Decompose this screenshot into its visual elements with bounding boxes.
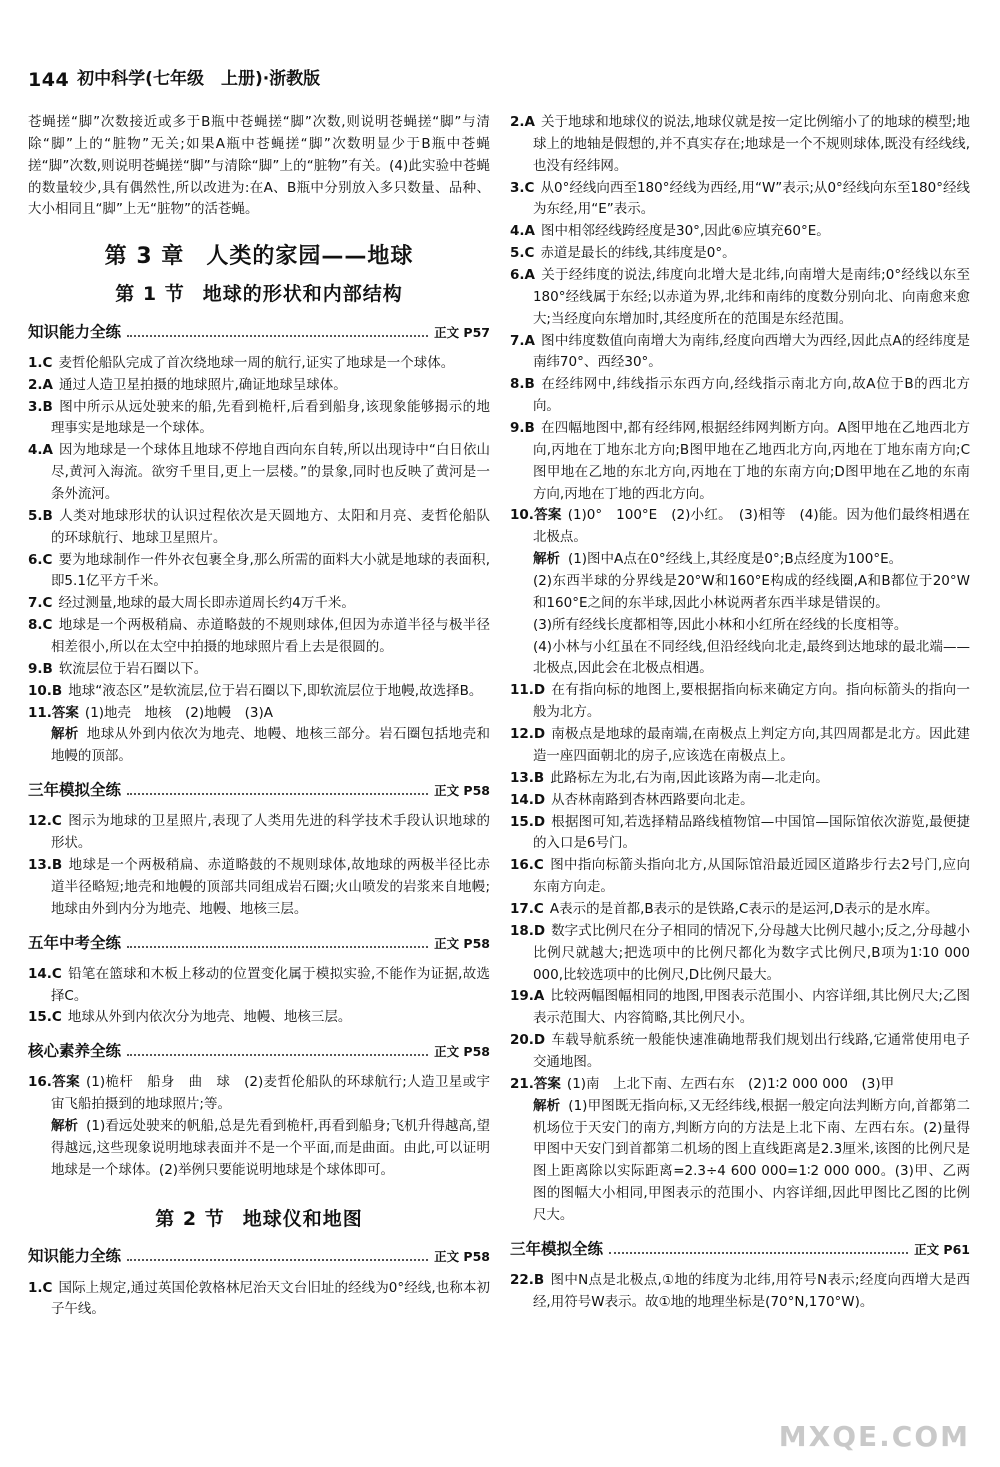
answer-text: 铅笔在篮球和木板上移动的位置变化属于模拟实验,不能作为证据,故选择C。 <box>50 965 490 1004</box>
analysis-text: (1)看远处驶来的帆船,总是先看到桅杆,再看到船身;飞机升得越高,望得越远,这些现象说明地球表面并不是一个平面,而是曲面。由此,可以证明地球是一个球体。(2)举例只要能说明地球是个球体即可。 <box>50 1118 491 1178</box>
chapter-title: 人类的家园——地球 <box>206 244 414 270</box>
answer-item <box>28 440 490 506</box>
answer-text: 地球是一个两极稍扁、赤道略鼓的不规则球体,但因为赤道半径与极半径相差很小,所以在太空中拍摄的地球照片看上去是很圆的。 <box>50 617 490 655</box>
section-title: 地球的形状和内部结构 <box>202 282 403 305</box>
answer-number: 11.D <box>510 682 546 699</box>
answer-list <box>510 112 970 549</box>
analysis-label: 解析 <box>532 551 560 568</box>
answer-text: (1)地壳 地核 (2)地幔 (3)A <box>84 704 274 721</box>
answer-item <box>28 397 490 441</box>
section-number: 第 2 节 <box>155 1207 225 1230</box>
answer-number: 13.B <box>28 856 63 873</box>
answer-number: 15.D <box>510 813 546 830</box>
analysis-line: (2)东西半球的分界线是20°W和160°E构成的经线圈,A和B都位于20°W和160°E之间的东半球,因此小林说两者东西半球是错误的。 <box>532 573 970 611</box>
answer-item <box>510 221 970 243</box>
answer-number: 6.C <box>28 551 53 568</box>
answer-number: 15.C <box>28 1009 62 1026</box>
answer-text: 要为地球制作一件外衣包裹全身,那么所需的面料大小就是地球的表面积,即5.1亿平方千米。 <box>50 551 490 590</box>
answer-number: 2.A <box>28 376 53 393</box>
answer-number: 9.B <box>510 420 535 437</box>
answer-item <box>510 790 970 812</box>
answer-number: 3.C <box>510 179 535 196</box>
answer-item <box>510 899 970 921</box>
answer-text: 地球“液态区”是软流层,位于岩石圈以下,即软流层位于地幔,故选择B。 <box>68 682 483 699</box>
left-column <box>28 112 490 1321</box>
answer-text: 关于地球和地球仪的说法,地球仪就是按一定比例缩小了的地球的模型;地球上的地轴是假想的,并不真实存在;地球是一个不规则球体,既没有经线线,也没有经纬网。 <box>532 114 970 174</box>
answer-text: 图中N点是北极点,①地的纬度为北纬,用符号N表示;经度向西增大是西经,用符号W表示。故①地的地理坐标是(70°N,170°W)。 <box>532 1271 970 1310</box>
answer-item <box>28 855 490 921</box>
answer-item <box>510 265 970 331</box>
answer-number: 6.A <box>510 267 535 284</box>
answer-text: 此路标左为北,右为南,因此该路为南—北走向。 <box>550 769 829 786</box>
answer-item <box>28 681 490 703</box>
analysis-line: (4)小林与小红虽在不同经线,但沿经线向北走,最终到达地球的最北端——北极点,因此会在北极点相遇。 <box>532 638 970 677</box>
answer-text: 关于经纬度的说法,纬度向北增大是北纬,向南增大是南纬;0°经线以东至180°经线属于东经;以赤道为界,北纬和南纬的度数分别向北、向南愈来愈大;当经度向东增加时,其经度所在的范围是东经范围。 <box>532 267 970 327</box>
answer-number: 14.D <box>510 791 546 808</box>
answer-text: 在四幅地图中,都有经纬网,根据经纬网判断方向。A图甲地在乙地西北方向,丙地在丁地东北方向;B图甲地在乙地西北方向,丙地在丁地东南方向;C图甲地在乙地的东北方向,丙地在丁地的东南方向;D图甲地在乙地的东南方向,丙地在丁地的西北方向。 <box>532 420 970 502</box>
answer-text: 国际上规定,通过英国伦敦格林尼治天文台旧址的经线为0°经线,也称本初子午线。 <box>50 1279 490 1318</box>
group-heading <box>28 1244 490 1269</box>
page-header <box>28 62 320 98</box>
answer-text: 软流层位于岩石圈以下。 <box>58 660 208 677</box>
analysis-text: (1)甲图既无指向标,又无经纬线,根据一般定向法判断方向,首都第二机场位于天安门的南方,判断方向的方法是上北下南、左西右东。(2)量得甲图中天安门到首都第二机场的图上直线距离是2.3厘米,该图的比例尺是图上距离除以实际距离=2.3÷4 600 000=1∶2 000 000。(3)甲、乙两图的图幅大小相同,甲图表示的范围小、内容详细,因此甲图比乙图的比例尺大。 <box>532 1097 971 1223</box>
answer-number: 4.A <box>28 442 53 459</box>
answer-item <box>28 353 490 375</box>
answer-text: A表示的是首都,B表示的是铁路,C表示的是运河,D表示的是水库。 <box>549 900 939 917</box>
answer-number: 10.答案 <box>510 507 562 524</box>
page-reference: 正文 P58 <box>434 935 490 951</box>
answer-item <box>510 680 970 724</box>
answer-number: 4.A <box>510 223 535 240</box>
book-title: 初中科学(七年级 上册)·浙教版 <box>77 69 321 90</box>
answer-list <box>28 1278 490 1322</box>
answer-number: 19.A <box>510 988 545 1005</box>
answer-number: 5.C <box>510 245 535 262</box>
answer-number: 17.C <box>510 900 544 917</box>
answer-number: 13.B <box>510 769 545 786</box>
answer-item <box>510 1074 970 1096</box>
answer-item <box>510 1030 970 1074</box>
page-reference: 正文 P58 <box>434 1044 490 1060</box>
answer-text: 通过人造卫星拍摄的地球照片,确证地球呈球体。 <box>58 376 347 393</box>
answer-text: 经过测量,地球的最大周长即赤道周长约4万千米。 <box>58 595 355 612</box>
answer-item <box>510 418 970 505</box>
answer-number: 11.答案 <box>28 704 79 721</box>
answer-item <box>28 1072 490 1116</box>
answer-number: 3.B <box>28 398 53 415</box>
answer-text: 地球从外到内依次分为地壳、地幔、地核三层。 <box>67 1009 352 1026</box>
page-reference: 正文 P58 <box>434 1249 490 1265</box>
answer-item <box>510 1270 970 1314</box>
answer-item <box>510 724 970 768</box>
group-title: 核心素养全练 <box>28 1042 122 1061</box>
answer-list <box>28 353 490 725</box>
answer-text: 在有指向标的地图上,要根据指向标来确定方向。指向标箭头的指向一般为北方。 <box>532 682 970 721</box>
group-heading <box>28 320 490 345</box>
answer-item <box>28 703 490 725</box>
answer-list <box>28 1072 490 1116</box>
answer-number: 12.C <box>28 813 62 830</box>
answer-number: 9.B <box>28 660 53 677</box>
answer-number: 7.C <box>28 595 53 612</box>
answer-text: 根据图可知,若选择精品路线植物馆—中国馆—国际馆依次游览,最便捷的入口是6号门。 <box>532 813 970 852</box>
page-reference: 正文 P61 <box>914 1241 970 1257</box>
analysis <box>51 724 490 768</box>
group-heading <box>28 778 490 803</box>
answer-item <box>28 506 490 550</box>
answer-item <box>510 331 970 375</box>
answer-item <box>510 505 970 549</box>
answer-text: 数字式比例尺在分子相同的情况下,分母越大比例尺越小;反之,分母越小比例尺就越大;把选项中的比例尺都化为数字式比例尺,B项为1∶10 000 000,比较选项中的比例尺,D比例尺最大。 <box>532 922 970 983</box>
answer-number: 5.B <box>28 507 53 524</box>
chapter-number: 第 3 章 <box>104 244 185 270</box>
answer-text: 在经纬网中,纬线指示东西方向,经线指示南北方向,故A位于B的西北方向。 <box>532 376 970 415</box>
answer-text: 地球是一个两极稍扁、赤道略鼓的不规则球体,故地球的两极半径比赤道半径略短;地壳和地幔的顶部共同组成岩石圈;火山喷发的岩浆来自地幔;地球由外到内分为地壳、地幔、地核三层。 <box>50 856 490 917</box>
answer-text: 图中纬度数值向南增大为南纬,经度向西增大为西经,因此点A的经纬度是南纬70°、西经30°。 <box>532 332 970 371</box>
answer-item <box>510 921 970 987</box>
answer-item <box>510 112 970 178</box>
group-title: 三年模拟全练 <box>28 781 122 800</box>
group-heading <box>28 1039 490 1064</box>
answer-item <box>510 855 970 899</box>
answer-text: (1)桅杆 船身 曲 球 (2)麦哲伦船队的环球航行;人造卫星或宇宙飞船拍摄到的地球照片;等。 <box>50 1074 490 1113</box>
answer-text: 图示为地球的卫星照片,表现了人类用先进的科学技术手段认识地球的形状。 <box>50 813 490 852</box>
answer-text: 图中指向标箭头指向北方,从国际馆沿最近园区道路步行去2号门,应向东南方向走。 <box>532 857 970 896</box>
answer-number: 16.C <box>510 857 544 874</box>
page-number: 144 <box>28 68 70 91</box>
analysis-text: (1)图中A点在0°经线上,其经度是0°;B点经度为100°E。 <box>567 551 903 568</box>
section-title: 地球仪和地图 <box>242 1207 363 1230</box>
analysis-label: 解析 <box>50 726 79 743</box>
answer-text: 麦哲伦船队完成了首次绕地球一周的航行,证实了地球是一个球体。 <box>58 354 455 371</box>
answer-item <box>510 812 970 856</box>
answer-item <box>510 178 970 222</box>
analysis <box>533 1096 970 1227</box>
answer-text: 南极点是地球的最南端,在南极点上判定方向,其四周都是北方。因此建造一座四面朝北的房子,应该选在南极点上。 <box>532 726 970 764</box>
answer-list <box>510 680 970 1095</box>
answer-number: 22.B <box>510 1271 545 1288</box>
group-title: 知识能力全练 <box>28 1247 122 1266</box>
answer-text: 人类对地球形状的认识过程依次是天圆地方、太阳和月亮、麦哲伦船队的环球航行、地球卫星照片。 <box>50 507 490 546</box>
answer-item <box>28 615 490 659</box>
chapter-heading <box>28 239 490 275</box>
answer-item <box>510 986 970 1030</box>
answer-item <box>28 375 490 397</box>
analysis <box>533 549 970 571</box>
answer-item <box>28 659 490 681</box>
answer-number: 16.答案 <box>28 1074 81 1091</box>
answer-text: 因为地球是一个球体且地球不停地自西向东自转,所以出现诗中“白日依山尽,黄河入海流。欲穷千里目,更上一层楼。”的景象,同时也反映了黄河是一条外流河。 <box>50 442 490 502</box>
answer-item <box>28 1007 490 1029</box>
answer-item <box>28 550 490 594</box>
answer-item <box>28 811 490 855</box>
answer-number: 14.C <box>28 965 62 982</box>
group-heading <box>510 1237 970 1262</box>
intro-paragraph: 苍蝇搓“脚”次数接近或多于B瓶中苍蝇搓“脚”次数,则说明苍蝇搓“脚”与清除“脚”上的“脏物”无关;如果A瓶中苍蝇搓“脚”次数明显少于B瓶中苍蝇搓“脚”次数,则说明苍蝇搓“脚”与清除“脚”上的“脏物”有关。(4)此实验中苍蝇的数量较少,具有偶然性,所以改进为:在A、B瓶中分别放入多只数量、品种、大小相同且“脚”上无“脏物”的活苍蝇。 <box>28 114 490 218</box>
answer-item <box>28 964 490 1008</box>
analysis-line: (3)所有经线长度都相等,因此小林和小红所在经线的长度相等。 <box>532 616 908 633</box>
answer-number: 1.C <box>28 354 53 371</box>
answer-text: 图中相邻经线跨经度是30°,因此⑥应填充60°E。 <box>540 223 830 240</box>
answer-number: 10.B <box>28 682 63 699</box>
answer-text: 从杏林南路到杏林西路要向北走。 <box>551 791 754 808</box>
answer-number: 1.C <box>28 1279 53 1296</box>
answer-text: 从0°经线向西至180°经线为西经,用“W”表示;从0°经线向东至180°经线为东经,用“E”表示。 <box>532 179 970 218</box>
answer-text: 车载导航系统一般能快速准确地帮我们规划出行线路,它通常使用电子交通地图。 <box>532 1032 970 1070</box>
answer-number: 21.答案 <box>510 1075 561 1092</box>
answer-list <box>28 964 490 1030</box>
answer-item <box>510 768 970 790</box>
watermark: MXQE.COM <box>778 1419 970 1453</box>
page-reference: 正文 P58 <box>434 783 490 799</box>
group-title: 五年中考全练 <box>28 933 122 952</box>
analysis <box>51 1116 490 1182</box>
answer-number: 2.A <box>510 114 535 130</box>
group-title: 三年模拟全练 <box>510 1239 604 1258</box>
answer-text: (1)南 上北下南、左西右东 (2)1∶2 000 000 (3)甲 <box>566 1075 895 1092</box>
group-title: 知识能力全练 <box>28 322 122 341</box>
answer-number: 7.A <box>510 332 535 349</box>
analysis-text: 地球从外到内依次为地壳、地幔、地核三部分。岩石圈包括地壳和地幔的顶部。 <box>50 726 491 765</box>
analysis-label: 解析 <box>532 1097 561 1114</box>
page-reference: 正文 P57 <box>434 324 490 340</box>
answer-number: 18.D <box>510 922 546 939</box>
answer-list <box>28 811 490 920</box>
answer-text: 图中所示从远处驶来的船,先看到桅杆,后看到船身,该现象能够揭示的地理事实是地球是一个球体。 <box>50 398 490 437</box>
section-heading-1 <box>28 279 490 310</box>
group-heading <box>28 931 490 956</box>
answer-item <box>510 374 970 418</box>
answer-item <box>28 1278 490 1322</box>
section-heading-2 <box>28 1204 490 1235</box>
right-column <box>510 112 970 1314</box>
answer-number: 8.B <box>510 376 535 393</box>
answer-number: 12.D <box>510 726 546 743</box>
answer-item <box>510 243 970 265</box>
answer-number: 8.C <box>28 617 53 634</box>
answer-item <box>28 593 490 615</box>
answer-list <box>510 1270 970 1314</box>
answer-text: 比较两幅图幅相同的地图,甲图表示范围小、内容详细,其比例尺大;乙图表示范围大、内容简略,其比例尺小。 <box>532 988 970 1027</box>
analysis-label: 解析 <box>50 1118 79 1135</box>
answer-text: 赤道是最长的纬线,其纬度是0°。 <box>540 245 736 262</box>
answer-text: (1)0° 100°E (2)小红。 (3)相等 (4)能。因为他们最终相遇在北极点。 <box>532 507 970 546</box>
section-number: 第 1 节 <box>115 282 185 305</box>
answer-number: 20.D <box>510 1032 546 1049</box>
